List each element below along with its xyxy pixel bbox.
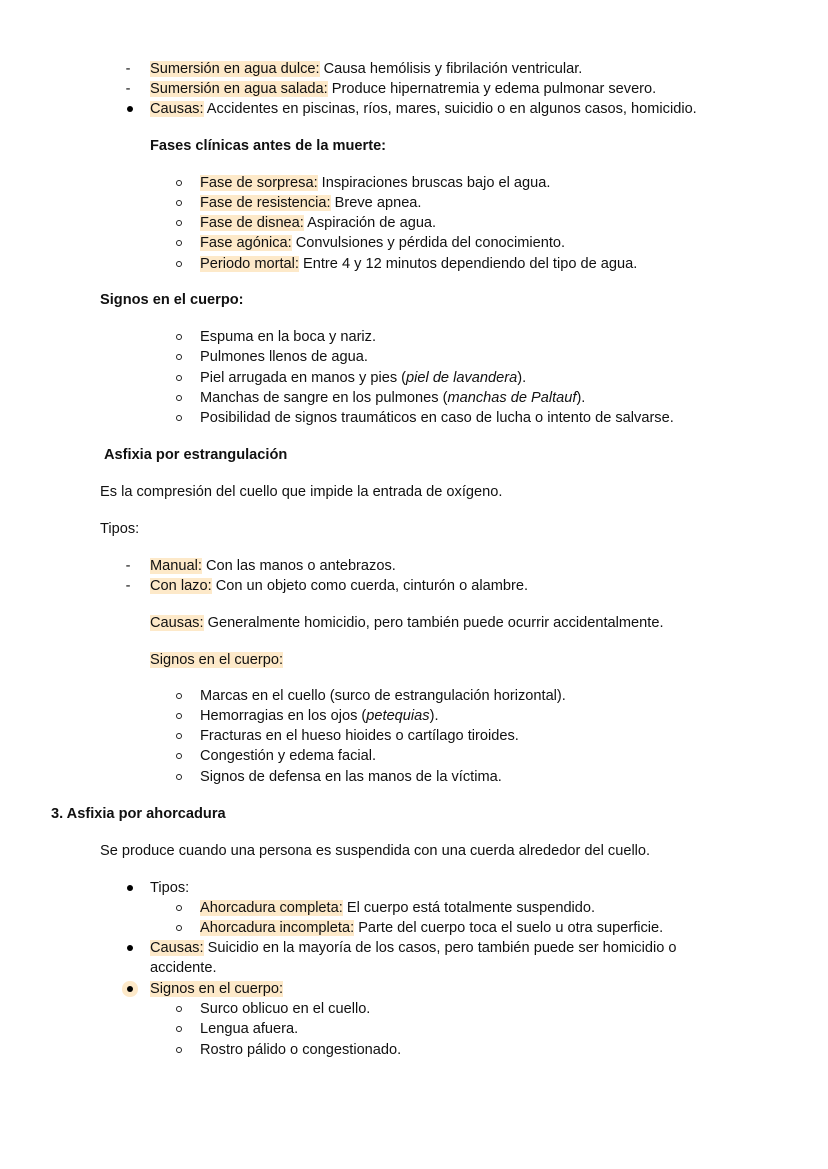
highlighted-label: Fase de sorpresa: [200, 175, 318, 191]
hollow-bullet [176, 693, 182, 699]
list-item [200, 898, 595, 918]
list-item: Lengua afuera. [200, 1021, 299, 1037]
italic-term: petequias [366, 708, 430, 724]
highlighted-label: Signos en el cuerpo: [150, 652, 284, 668]
item-text: Convulsiones y pérdida del conocimiento. [291, 235, 566, 251]
list-item: Surco oblicuo en el cuello. [200, 1001, 371, 1017]
list-item: Signos de defensa en las manos de la víctima. [200, 769, 502, 785]
highlighted-label: Causas: [150, 101, 204, 117]
list-item [200, 918, 663, 938]
list-item [200, 706, 439, 726]
section-subtitle: Signos en el cuerpo: [100, 292, 244, 308]
highlighted-label: Ahorcadura completa: [200, 900, 343, 916]
item-text: Accidentes en piscinas, ríos, mares, suicidio o en algunos casos, homicidio. [203, 101, 697, 117]
hollow-bullet [176, 1026, 182, 1032]
dash-bullet: - [125, 578, 131, 594]
hollow-bullet [176, 261, 182, 267]
list-item [150, 938, 676, 958]
hollow-bullet [176, 415, 182, 421]
highlighted-label: Sumersión en agua dulce: [150, 61, 320, 77]
item-text: Con un objeto como cuerda, cinturón o alambre. [211, 578, 529, 594]
list-item [200, 254, 637, 274]
paragraph: Se produce cuando una persona es suspendida con una cuerda alrededor del cuello. [100, 843, 651, 859]
italic-term: piel de lavandera [406, 370, 518, 386]
list-item [150, 59, 582, 79]
item-text: Hemorragias en los ojos ( [200, 708, 367, 724]
list-item [150, 79, 656, 99]
italic-term: manchas de Paltauf [447, 390, 577, 406]
filled-bullet [127, 106, 133, 112]
list-item [200, 233, 565, 253]
hollow-bullet [176, 375, 182, 381]
list-item: Tipos: [150, 880, 190, 896]
list-item: Espuma en la boca y nariz. [200, 329, 377, 345]
hollow-bullet [176, 334, 182, 340]
hollow-bullet [176, 220, 182, 226]
list-item: Pulmones llenos de agua. [200, 349, 368, 365]
item-text: ). [429, 708, 439, 724]
item-text: Parte del cuerpo toca el suelo u otra superficie. [354, 920, 664, 936]
filled-bullet [127, 885, 133, 891]
dash-bullet: - [125, 61, 131, 77]
filled-bullet [127, 945, 133, 951]
hollow-bullet [176, 753, 182, 759]
hollow-bullet [176, 905, 182, 911]
filled-bullet [127, 986, 133, 992]
list-item: Rostro pálido o congestionado. [200, 1042, 402, 1058]
paragraph [150, 613, 664, 633]
hollow-bullet [176, 354, 182, 360]
list-item [200, 173, 550, 193]
item-text: Manchas de sangre en los pulmones ( [200, 390, 448, 406]
list-item-continuation: accidente. [150, 960, 217, 976]
item-text: Suicidio en la mayoría de los casos, pero también puede ser homicidio o [203, 940, 677, 956]
highlighted-label: Fase agónica: [200, 235, 292, 251]
hollow-bullet [176, 200, 182, 206]
hollow-bullet [176, 180, 182, 186]
hollow-bullet [176, 1047, 182, 1053]
list-item: Fracturas en el hueso hioides o cartílago tiroides. [200, 728, 519, 744]
highlighted-label: Ahorcadura incompleta: [200, 920, 355, 936]
highlighted-label: Fase de disnea: [200, 215, 304, 231]
highlighted-label: Causas: [150, 940, 204, 956]
item-text: ). [517, 370, 527, 386]
item-text: Aspiración de agua. [303, 215, 437, 231]
highlighted-label: Signos en el cuerpo: [150, 981, 284, 997]
highlighted-label: Sumersión en agua salada: [150, 81, 328, 97]
section-subtitle: Fases clínicas antes de la muerte: [150, 138, 387, 154]
list-item [150, 979, 283, 999]
highlighted-label: Fase de resistencia: [200, 195, 331, 211]
list-item: Congestión y edema facial. [200, 748, 377, 764]
hollow-bullet [176, 774, 182, 780]
item-text: El cuerpo está totalmente suspendido. [342, 900, 596, 916]
item-text: Con las manos o antebrazos. [201, 558, 396, 574]
hollow-bullet [176, 395, 182, 401]
hollow-bullet [176, 240, 182, 246]
item-text: Entre 4 y 12 minutos dependiendo del tipo de agua. [298, 256, 638, 272]
list-item [200, 368, 526, 388]
item-text: Inspiraciones bruscas bajo el agua. [317, 175, 551, 191]
highlighted-label: Manual: [150, 558, 202, 574]
paragraph: Es la compresión del cuello que impide la entrada de oxígeno. [100, 484, 503, 500]
item-text: Breve apnea. [330, 195, 422, 211]
item-text: Causa hemólisis y fibrilación ventricular. [319, 61, 583, 77]
section-title: 3. Asfixia por ahorcadura [51, 806, 226, 822]
list-item: Posibilidad de signos traumáticos en caso de lucha o intento de salvarse. [200, 410, 674, 426]
list-item [200, 388, 585, 408]
paragraph: Tipos: [100, 521, 140, 537]
list-item: Marcas en el cuello (surco de estrangulación horizontal). [200, 688, 566, 704]
highlighted-label: Con lazo: [150, 578, 212, 594]
hollow-bullet [176, 1006, 182, 1012]
dash-bullet: - [125, 81, 131, 97]
item-text: ). [576, 390, 586, 406]
hollow-bullet [176, 733, 182, 739]
hollow-bullet [176, 925, 182, 931]
list-item [200, 213, 436, 233]
section-title: Asfixia por estrangulación [104, 447, 288, 463]
list-item [150, 556, 396, 576]
dash-bullet: - [125, 558, 131, 574]
list-item [150, 576, 528, 596]
item-text: Produce hipernatremia y edema pulmonar severo. [327, 81, 657, 97]
hollow-bullet [176, 713, 182, 719]
list-item [150, 99, 697, 119]
item-text: Piel arrugada en manos y pies ( [200, 370, 407, 386]
highlighted-label: Causas: [150, 615, 204, 631]
list-item [200, 193, 421, 213]
item-text: Generalmente homicidio, pero también puede ocurrir accidentalmente. [203, 615, 664, 631]
highlighted-label: Periodo mortal: [200, 256, 299, 272]
paragraph [150, 650, 283, 670]
